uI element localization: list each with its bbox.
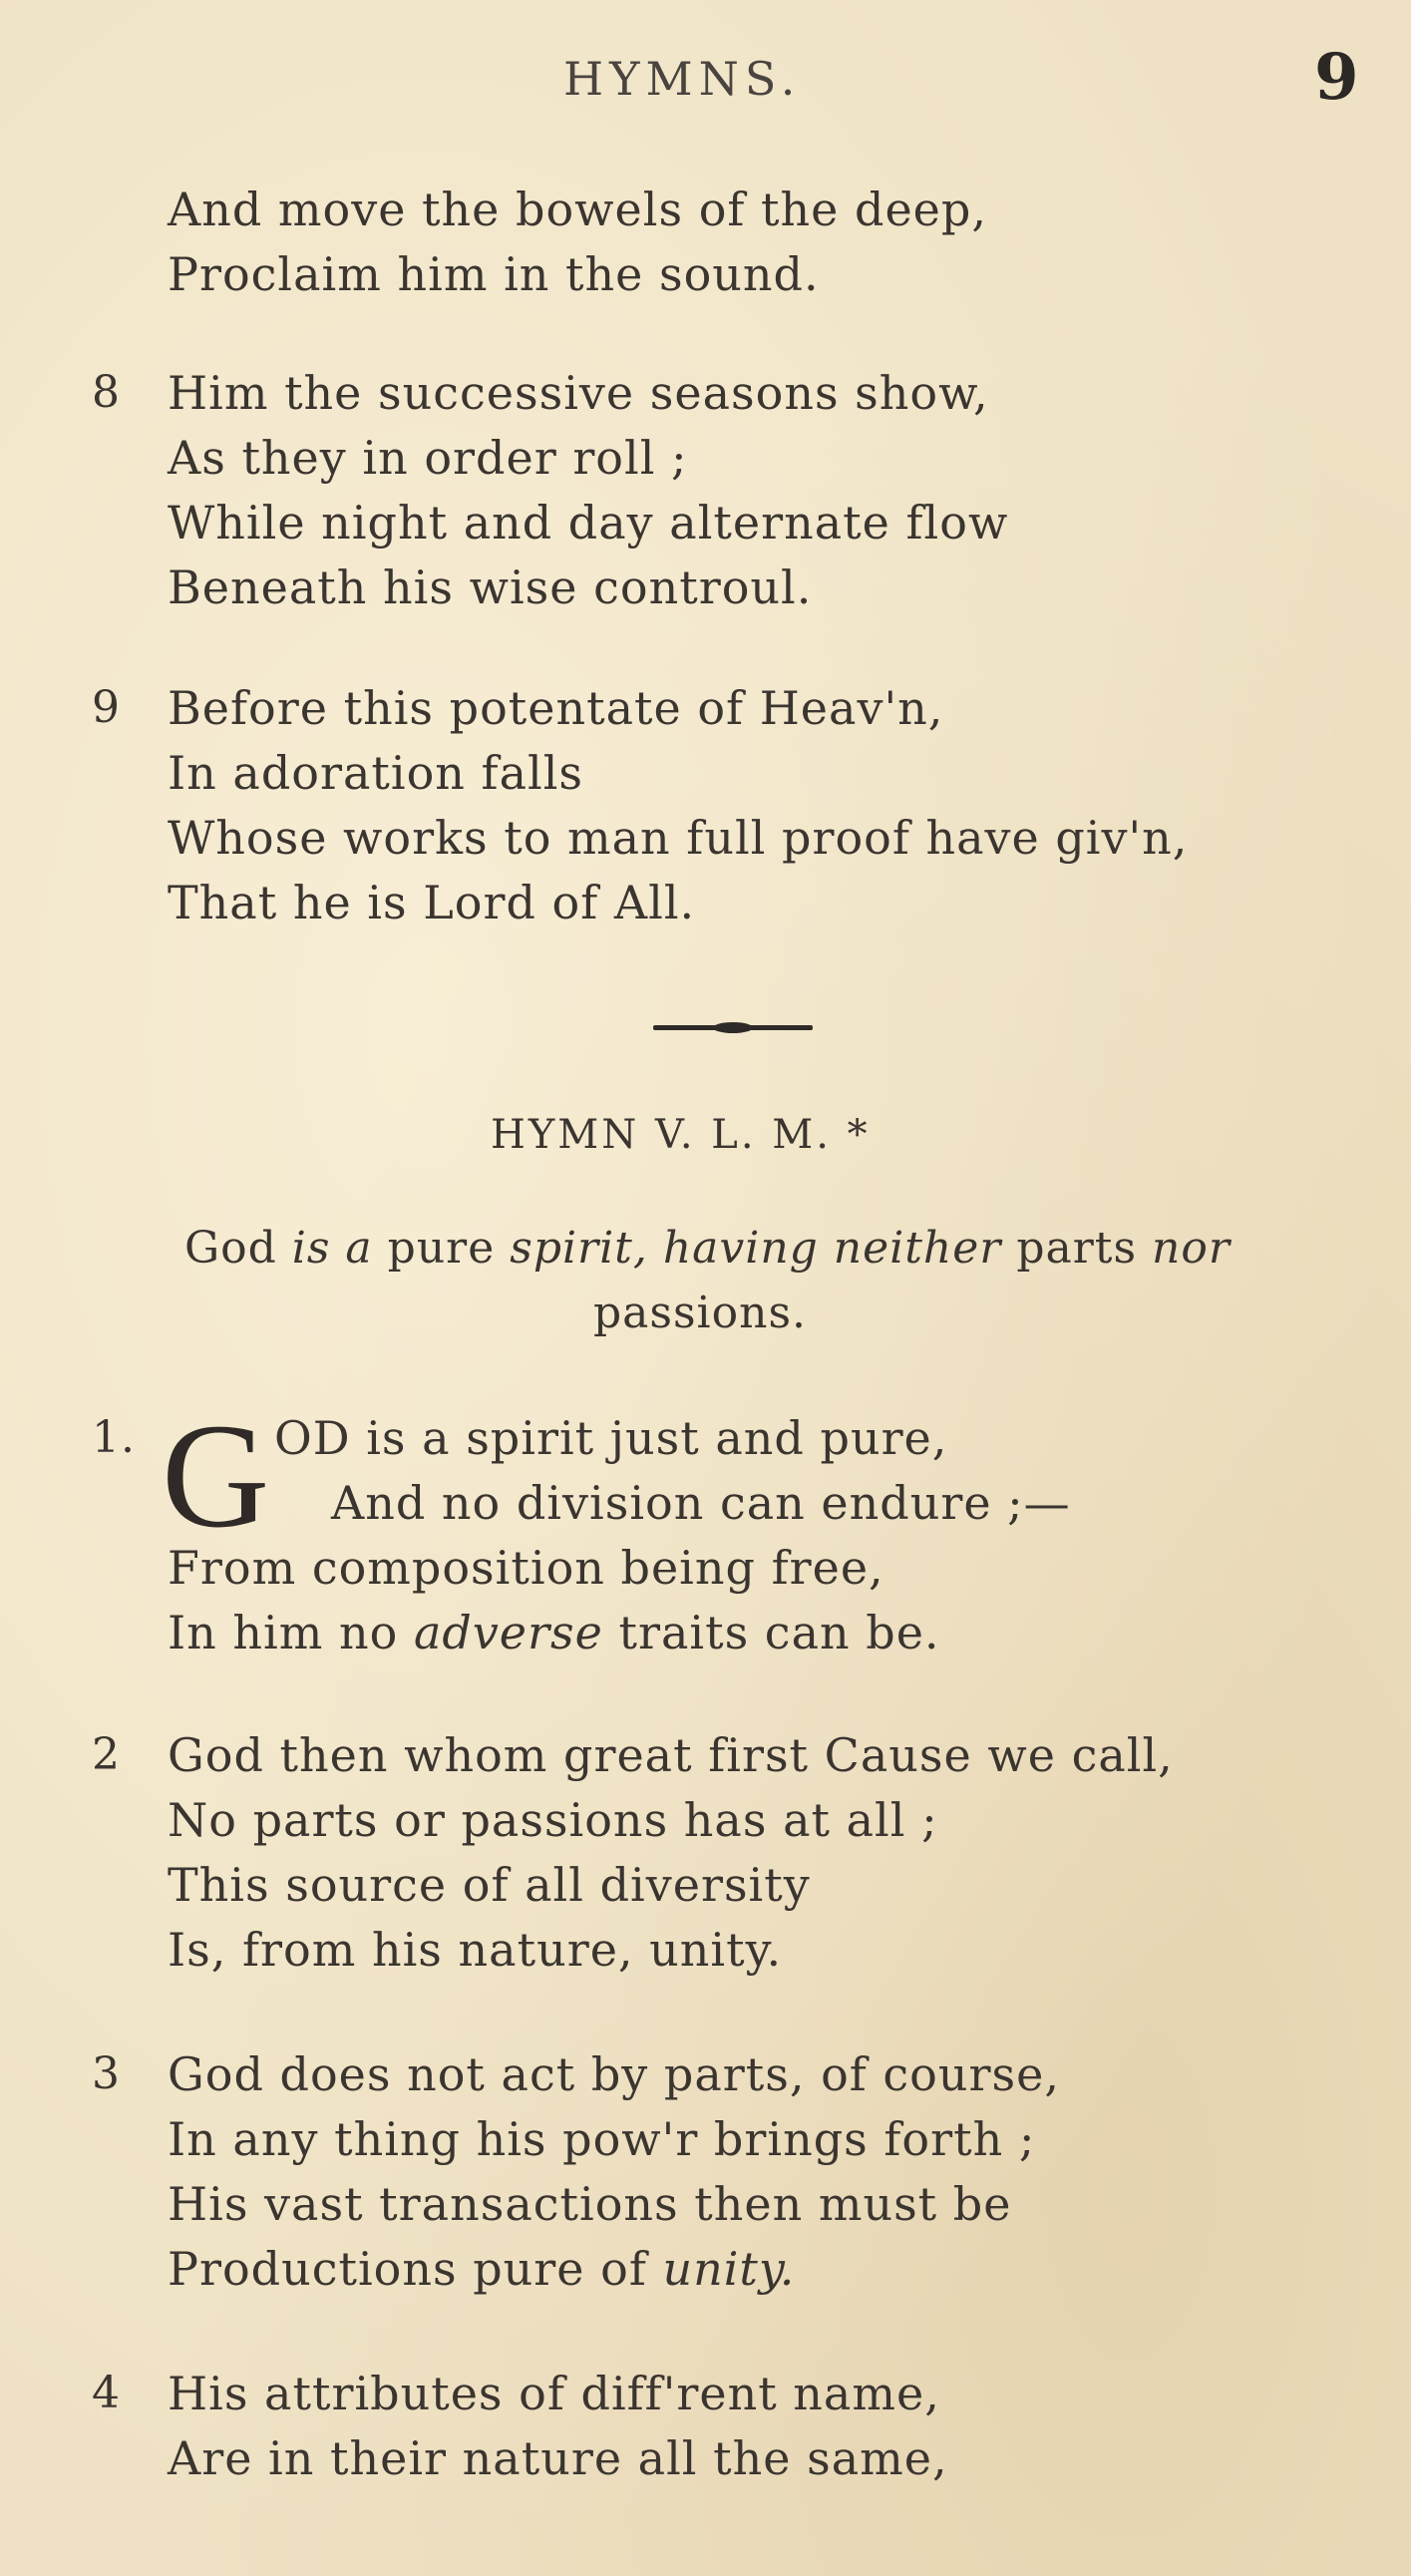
hymn-title: HYMN V. L. M. * (491, 1112, 871, 1158)
verse-text: Productions pure of (168, 2242, 663, 2296)
verse-line: God does not act by parts, of course, (168, 2047, 1060, 2101)
verse-line: That he is Lord of All. (168, 876, 696, 929)
verse-italic: adverse (413, 1606, 603, 1659)
verse-line (168, 1601, 940, 1664)
verse-number: 8 (92, 367, 121, 418)
verse-line: Proclaim him in the sound. (168, 247, 820, 301)
verse-line: No parts or passions has at all ; (168, 1793, 938, 1847)
verse-line: And move the bowels of the deep, (168, 183, 987, 236)
verse-line: Are in their nature all the same, (168, 2431, 948, 2485)
verse-line: OD is a spirit just and pure, (274, 1411, 948, 1465)
verse-line: Whose works to man full proof have giv'n, (168, 811, 1189, 865)
verse-line: Is, from his nature, unity. (168, 1923, 783, 1977)
verse-line: And no division can endure ;— (331, 1476, 1071, 1530)
verse-number: 4 (92, 2368, 121, 2418)
subtitle-text: parts (1001, 1223, 1153, 1274)
drop-cap: G (162, 1393, 270, 1559)
ornamental-divider (653, 1025, 813, 1030)
verse-line: His attributes of diff'rent name, (168, 2367, 940, 2420)
subtitle-italic: nor (1152, 1223, 1231, 1274)
page-number: 9 (1314, 40, 1359, 115)
verse-text: In him no (168, 1606, 414, 1659)
subtitle-italic: spirit, having neither (510, 1223, 1002, 1274)
hymn-subtitle-cont: passions. (593, 1288, 808, 1338)
verse-line (168, 2237, 795, 2301)
verse-line: God then whom great first Cause we call, (168, 1728, 1174, 1782)
verse-italic: unity. (662, 2242, 796, 2296)
subtitle-text: pure (372, 1223, 511, 1274)
verse-number: 2 (92, 1729, 121, 1780)
verse-line: Beneath his wise controul. (168, 560, 813, 614)
verse-line: In adoration falls (168, 746, 584, 800)
verse-line: Him the successive seasons show, (168, 366, 989, 420)
running-head: HYMNS. (563, 52, 802, 106)
subtitle-text: God (184, 1223, 292, 1274)
verse-number: 9 (92, 682, 121, 733)
verse-line: While night and day alternate flow (168, 496, 1009, 550)
verse-line: His vast transactions then must be (168, 2177, 1012, 2231)
subtitle-italic: is a (291, 1223, 373, 1274)
verse-line: Before this potentate of Heav'n, (168, 681, 944, 735)
verse-line: From composition being free, (168, 1541, 884, 1595)
hymn-subtitle (184, 1217, 1231, 1281)
verse-line: In any thing his pow'r brings forth ; (168, 2112, 1036, 2166)
verse-text: traits can be. (602, 1606, 940, 1659)
verse-number: 3 (92, 2048, 121, 2099)
verse-number: 1. (92, 1412, 136, 1463)
verse-line: As they in order roll ; (168, 431, 688, 485)
verse-line: This source of all diversity (168, 1858, 811, 1912)
